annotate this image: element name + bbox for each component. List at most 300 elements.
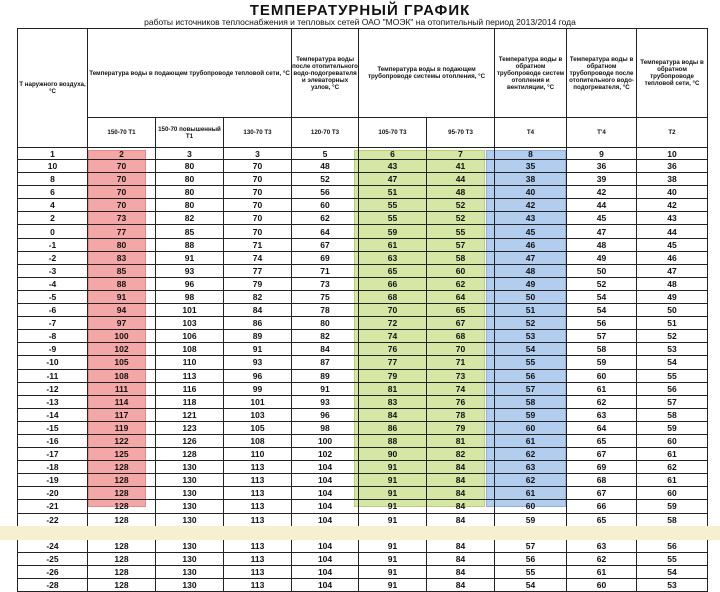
table-cell: 104 bbox=[292, 565, 359, 578]
table-cell: 121 bbox=[156, 408, 224, 421]
column-number: 8 bbox=[495, 148, 567, 160]
table-cell: 59 bbox=[495, 513, 567, 526]
table-cell: 63 bbox=[567, 539, 637, 552]
table-row bbox=[18, 408, 708, 421]
table-row bbox=[18, 173, 708, 186]
table-cell: 47 bbox=[359, 173, 427, 186]
table-cell: 65 bbox=[567, 434, 637, 447]
column-number: 2 bbox=[88, 148, 156, 160]
table-cell: 104 bbox=[292, 500, 359, 513]
column-number: 1 bbox=[18, 148, 88, 160]
table-cell: 70 bbox=[224, 173, 292, 186]
outdoor-temp-cell: -22 bbox=[18, 513, 88, 526]
subheader-105-70: 105-70 Т3 bbox=[359, 118, 427, 148]
table-cell: 104 bbox=[292, 461, 359, 474]
table-cell: 57 bbox=[427, 238, 495, 251]
table-cell: 42 bbox=[637, 199, 708, 212]
table-cell: 105 bbox=[88, 356, 156, 369]
outdoor-temp-cell: -24 bbox=[18, 539, 88, 552]
table-cell: 52 bbox=[427, 199, 495, 212]
subheader-95-70: 95-70 Т3 bbox=[427, 118, 495, 148]
table-cell: 61 bbox=[567, 565, 637, 578]
table-cell: 61 bbox=[637, 474, 708, 487]
table-row bbox=[18, 395, 708, 408]
outdoor-temp-cell: -28 bbox=[18, 579, 88, 592]
table-cell: 38 bbox=[637, 173, 708, 186]
table-cell: 110 bbox=[224, 448, 292, 461]
subheader-130-70: 130-70 Т3 bbox=[224, 118, 292, 148]
table-cell: 71 bbox=[427, 356, 495, 369]
table-cell: 82 bbox=[427, 448, 495, 461]
table-cell: 91 bbox=[156, 251, 224, 264]
table-cell: 96 bbox=[224, 369, 292, 382]
table-cell: 60 bbox=[495, 500, 567, 513]
table-cell: 130 bbox=[156, 579, 224, 592]
table-cell: 70 bbox=[224, 160, 292, 173]
table-cell: 50 bbox=[637, 304, 708, 317]
table-cell: 89 bbox=[224, 330, 292, 343]
column-number: 6 bbox=[359, 148, 427, 160]
table-cell: 91 bbox=[359, 487, 427, 500]
table-cell: 62 bbox=[495, 474, 567, 487]
table-cell: 61 bbox=[637, 448, 708, 461]
header-return-heating-vent: Температура воды в обратном трубопроводе систем отопления и вентиляции, °С bbox=[495, 29, 567, 118]
table-cell: 48 bbox=[427, 186, 495, 199]
table-cell: 80 bbox=[292, 317, 359, 330]
table-cell: 82 bbox=[156, 212, 224, 225]
table-cell: 82 bbox=[292, 330, 359, 343]
table-cell: 70 bbox=[224, 186, 292, 199]
table-cell: 61 bbox=[567, 382, 637, 395]
table-cell: 52 bbox=[637, 330, 708, 343]
table-cell: 106 bbox=[156, 330, 224, 343]
table-cell: 55 bbox=[359, 199, 427, 212]
outdoor-temp-cell: -10 bbox=[18, 356, 88, 369]
column-number: 3 bbox=[156, 148, 224, 160]
table-cell: 98 bbox=[156, 290, 224, 303]
table-cell: 91 bbox=[359, 513, 427, 526]
table-cell: 116 bbox=[156, 382, 224, 395]
table-cell: 45 bbox=[637, 238, 708, 251]
outdoor-temp-cell: -5 bbox=[18, 290, 88, 303]
table-cell: 44 bbox=[427, 173, 495, 186]
outdoor-temp-cell: 8 bbox=[18, 173, 88, 186]
table-cell: 84 bbox=[427, 461, 495, 474]
table-cell: 56 bbox=[495, 369, 567, 382]
table-cell: 91 bbox=[292, 382, 359, 395]
table-cell: 41 bbox=[427, 160, 495, 173]
table-cell: 60 bbox=[495, 421, 567, 434]
table-row bbox=[18, 212, 708, 225]
table-cell: 60 bbox=[427, 264, 495, 277]
table-cell: 57 bbox=[637, 395, 708, 408]
table-cell: 65 bbox=[567, 513, 637, 526]
table-cell: 70 bbox=[224, 225, 292, 238]
table-cell: 108 bbox=[224, 434, 292, 447]
table-cell: 56 bbox=[637, 382, 708, 395]
outdoor-temp-cell: -14 bbox=[18, 408, 88, 421]
table-cell: 49 bbox=[567, 251, 637, 264]
outdoor-temp-cell: 6 bbox=[18, 186, 88, 199]
table-cell: 130 bbox=[156, 500, 224, 513]
table-cell: 55 bbox=[637, 552, 708, 565]
table-row bbox=[18, 160, 708, 173]
outdoor-temp-cell: 4 bbox=[18, 199, 88, 212]
table-cell: 126 bbox=[156, 434, 224, 447]
table-cell: 128 bbox=[88, 500, 156, 513]
table-row bbox=[18, 382, 708, 395]
table-cell: 49 bbox=[637, 290, 708, 303]
table-cell: 57 bbox=[495, 539, 567, 552]
table-cell: 44 bbox=[567, 199, 637, 212]
table-row bbox=[18, 225, 708, 238]
table-cell: 52 bbox=[427, 212, 495, 225]
table-cell: 67 bbox=[427, 317, 495, 330]
table-cell: 114 bbox=[88, 395, 156, 408]
table-cell: 73 bbox=[427, 369, 495, 382]
table-cell: 69 bbox=[292, 251, 359, 264]
table-cell: 53 bbox=[637, 579, 708, 592]
table-cell: 97 bbox=[88, 317, 156, 330]
table-cell: 54 bbox=[567, 290, 637, 303]
table-cell: 58 bbox=[637, 408, 708, 421]
table-cell: 60 bbox=[567, 369, 637, 382]
table-cell: 86 bbox=[224, 317, 292, 330]
table-row bbox=[18, 356, 708, 369]
table-cell: 59 bbox=[567, 356, 637, 369]
outdoor-temp-cell: -17 bbox=[18, 448, 88, 461]
table-cell: 78 bbox=[292, 304, 359, 317]
header-outdoor-temp: Т наружного воздуха, °С bbox=[18, 29, 88, 148]
table-cell: 47 bbox=[637, 264, 708, 277]
table-cell: 80 bbox=[156, 186, 224, 199]
table-row bbox=[18, 277, 708, 290]
table-cell: 64 bbox=[427, 290, 495, 303]
table-cell: 84 bbox=[292, 343, 359, 356]
table-cell: 104 bbox=[292, 487, 359, 500]
table-cell: 61 bbox=[359, 238, 427, 251]
table-row bbox=[18, 434, 708, 447]
table-cell: 56 bbox=[292, 186, 359, 199]
table-cell: 80 bbox=[156, 160, 224, 173]
table-cell: 51 bbox=[359, 186, 427, 199]
table-cell: 102 bbox=[88, 343, 156, 356]
table-cell: 61 bbox=[495, 487, 567, 500]
table-cell: 93 bbox=[224, 356, 292, 369]
table-cell: 54 bbox=[567, 304, 637, 317]
table-cell: 111 bbox=[88, 382, 156, 395]
table-cell: 91 bbox=[224, 343, 292, 356]
table-cell: 128 bbox=[88, 565, 156, 578]
table-cell: 84 bbox=[427, 565, 495, 578]
table-cell: 44 bbox=[637, 225, 708, 238]
outdoor-temp-cell: -25 bbox=[18, 552, 88, 565]
outdoor-temp-cell: -13 bbox=[18, 395, 88, 408]
table-cell: 55 bbox=[427, 225, 495, 238]
table-cell: 104 bbox=[292, 474, 359, 487]
table-cell: 128 bbox=[88, 552, 156, 565]
column-number: 3 bbox=[224, 148, 292, 160]
table-cell: 93 bbox=[292, 395, 359, 408]
table-cell: 60 bbox=[292, 199, 359, 212]
table-cell: 48 bbox=[567, 238, 637, 251]
table-cell: 69 bbox=[567, 461, 637, 474]
table-row bbox=[18, 579, 708, 592]
table-cell: 130 bbox=[156, 474, 224, 487]
table-cell: 68 bbox=[567, 474, 637, 487]
outdoor-temp-cell: -12 bbox=[18, 382, 88, 395]
header-return-network: Температура воды в обратном трубопроводе тепловой сети, °С bbox=[637, 29, 708, 118]
table-cell: 84 bbox=[427, 474, 495, 487]
table-cell: 59 bbox=[637, 421, 708, 434]
table-cell: 93 bbox=[156, 264, 224, 277]
table-cell: 122 bbox=[88, 434, 156, 447]
page-title: ТЕМПЕРАТУРНЫЙ ГРАФИК bbox=[249, 2, 471, 19]
table-cell: 84 bbox=[427, 579, 495, 592]
table-cell: 60 bbox=[637, 434, 708, 447]
table-cell: 39 bbox=[567, 173, 637, 186]
table-cell: 91 bbox=[359, 500, 427, 513]
table-cell: 35 bbox=[495, 160, 567, 173]
table-cell: 91 bbox=[359, 552, 427, 565]
table-row bbox=[18, 330, 708, 343]
subheader-150-70-raised: 150-70 повышенный Т1 bbox=[156, 118, 224, 148]
table-cell: 76 bbox=[427, 395, 495, 408]
table-cell: 68 bbox=[359, 290, 427, 303]
table-cell: 63 bbox=[567, 408, 637, 421]
table-cell: 52 bbox=[495, 317, 567, 330]
table-cell: 91 bbox=[88, 290, 156, 303]
table-cell: 113 bbox=[156, 369, 224, 382]
table-cell: 38 bbox=[495, 173, 567, 186]
table-cell: 56 bbox=[495, 552, 567, 565]
table-cell: 85 bbox=[156, 225, 224, 238]
table-cell: 62 bbox=[637, 461, 708, 474]
table-cell: 70 bbox=[88, 199, 156, 212]
table-cell: 84 bbox=[427, 552, 495, 565]
outdoor-temp-cell: -18 bbox=[18, 461, 88, 474]
table-row bbox=[18, 290, 708, 303]
table-cell: 58 bbox=[637, 513, 708, 526]
table-cell: 98 bbox=[292, 421, 359, 434]
table-cell: 57 bbox=[495, 382, 567, 395]
table-cell: 58 bbox=[567, 343, 637, 356]
table-cell: 88 bbox=[359, 434, 427, 447]
table-cell: 66 bbox=[567, 500, 637, 513]
footer-band bbox=[0, 526, 720, 540]
outdoor-temp-cell: -21 bbox=[18, 500, 88, 513]
table-cell: 50 bbox=[495, 290, 567, 303]
table-row bbox=[18, 369, 708, 382]
table-cell: 62 bbox=[567, 552, 637, 565]
table-cell: 77 bbox=[224, 264, 292, 277]
table-cell: 55 bbox=[495, 356, 567, 369]
table-cell: 62 bbox=[427, 277, 495, 290]
outdoor-temp-cell: -1 bbox=[18, 238, 88, 251]
table-cell: 77 bbox=[88, 225, 156, 238]
table-cell: 43 bbox=[359, 160, 427, 173]
table-cell: 84 bbox=[427, 500, 495, 513]
outdoor-temp-cell: -15 bbox=[18, 421, 88, 434]
table-cell: 61 bbox=[495, 434, 567, 447]
outdoor-temp-cell: -7 bbox=[18, 317, 88, 330]
table-cell: 82 bbox=[224, 290, 292, 303]
outdoor-temp-cell: -4 bbox=[18, 277, 88, 290]
table-cell: 56 bbox=[567, 317, 637, 330]
outdoor-temp-cell: -19 bbox=[18, 474, 88, 487]
table-row bbox=[18, 264, 708, 277]
table-cell: 73 bbox=[292, 277, 359, 290]
table-cell: 91 bbox=[359, 579, 427, 592]
table-cell: 103 bbox=[224, 408, 292, 421]
table-cell: 128 bbox=[88, 513, 156, 526]
column-number: 9 bbox=[567, 148, 637, 160]
table-cell: 66 bbox=[359, 277, 427, 290]
table-cell: 84 bbox=[359, 408, 427, 421]
table-cell: 101 bbox=[156, 304, 224, 317]
header-heating-system: Температура воды в подающем трубопроводе системы отопления, °С bbox=[359, 29, 495, 118]
table-cell: 105 bbox=[224, 421, 292, 434]
table-cell: 54 bbox=[637, 565, 708, 578]
table-cell: 68 bbox=[427, 330, 495, 343]
table-cell: 43 bbox=[495, 212, 567, 225]
outdoor-temp-cell: -8 bbox=[18, 330, 88, 343]
table-cell: 102 bbox=[292, 448, 359, 461]
table-cell: 113 bbox=[224, 500, 292, 513]
header-supply-network: Температура воды в подающем трубопроводе тепловой сети, °С bbox=[88, 29, 292, 118]
table-cell: 67 bbox=[292, 238, 359, 251]
table-cell: 75 bbox=[292, 290, 359, 303]
table-cell: 84 bbox=[427, 539, 495, 552]
table-cell: 67 bbox=[567, 487, 637, 500]
table-cell: 71 bbox=[224, 238, 292, 251]
table-cell: 49 bbox=[495, 277, 567, 290]
table-cell: 70 bbox=[224, 212, 292, 225]
table-cell: 104 bbox=[292, 552, 359, 565]
table-cell: 104 bbox=[292, 579, 359, 592]
table-cell: 130 bbox=[156, 461, 224, 474]
table-cell: 113 bbox=[224, 565, 292, 578]
table-cell: 48 bbox=[292, 160, 359, 173]
table-cell: 101 bbox=[224, 395, 292, 408]
table-body bbox=[18, 148, 708, 592]
table-cell: 84 bbox=[427, 487, 495, 500]
table-cell: 99 bbox=[224, 382, 292, 395]
table-cell: 130 bbox=[156, 539, 224, 552]
column-number: 10 bbox=[637, 148, 708, 160]
table-cell: 70 bbox=[88, 186, 156, 199]
table-cell: 91 bbox=[359, 461, 427, 474]
table-row bbox=[18, 461, 708, 474]
outdoor-temp-cell: 0 bbox=[18, 225, 88, 238]
outdoor-temp-cell: -2 bbox=[18, 251, 88, 264]
table-cell: 57 bbox=[567, 330, 637, 343]
table-cell: 123 bbox=[156, 421, 224, 434]
table-cell: 47 bbox=[495, 251, 567, 264]
table-cell: 46 bbox=[637, 251, 708, 264]
table-cell: 89 bbox=[292, 369, 359, 382]
table-cell: 59 bbox=[637, 500, 708, 513]
table-cell: 128 bbox=[156, 448, 224, 461]
table-cell: 71 bbox=[292, 264, 359, 277]
table-cell: 103 bbox=[156, 317, 224, 330]
table-cell: 74 bbox=[427, 382, 495, 395]
table-cell: 81 bbox=[359, 382, 427, 395]
table-cell: 72 bbox=[359, 317, 427, 330]
table-cell: 76 bbox=[359, 343, 427, 356]
outdoor-temp-cell: -16 bbox=[18, 434, 88, 447]
table-cell: 63 bbox=[359, 251, 427, 264]
table-cell: 108 bbox=[156, 343, 224, 356]
table-cell: 64 bbox=[567, 421, 637, 434]
table-cell: 83 bbox=[88, 251, 156, 264]
table-cell: 58 bbox=[495, 395, 567, 408]
table-cell: 40 bbox=[637, 186, 708, 199]
table-cell: 65 bbox=[359, 264, 427, 277]
table-cell: 36 bbox=[567, 160, 637, 173]
subheader-150-70: 150-70 Т1 bbox=[88, 118, 156, 148]
table-cell: 42 bbox=[495, 199, 567, 212]
table-cell: 108 bbox=[88, 369, 156, 382]
table-cell: 88 bbox=[156, 238, 224, 251]
table-row bbox=[18, 513, 708, 526]
table-cell: 88 bbox=[88, 277, 156, 290]
table-cell: 74 bbox=[359, 330, 427, 343]
table-cell: 113 bbox=[224, 513, 292, 526]
table-cell: 70 bbox=[88, 160, 156, 173]
table-row bbox=[18, 238, 708, 251]
table-cell: 96 bbox=[156, 277, 224, 290]
table-cell: 104 bbox=[292, 539, 359, 552]
header-after-heater: Температура воды после отопительного водо-подогревателя и элеваторных узлов, °С bbox=[292, 29, 359, 118]
table-cell: 46 bbox=[495, 238, 567, 251]
table-cell: 81 bbox=[427, 434, 495, 447]
table-cell: 52 bbox=[567, 277, 637, 290]
table-cell: 65 bbox=[427, 304, 495, 317]
table-cell: 130 bbox=[156, 565, 224, 578]
table-cell: 83 bbox=[359, 395, 427, 408]
table-cell: 70 bbox=[427, 343, 495, 356]
table-cell: 104 bbox=[292, 513, 359, 526]
table-cell: 125 bbox=[88, 448, 156, 461]
column-number: 7 bbox=[427, 148, 495, 160]
table-cell: 54 bbox=[495, 579, 567, 592]
page-subtitle: работы источников теплоснабжения и тепловых сетей ОАО "МОЭК" на отопительный период 2013/2014 года bbox=[144, 17, 576, 27]
table-cell: 58 bbox=[427, 251, 495, 264]
table-cell: 70 bbox=[88, 173, 156, 186]
table-row bbox=[18, 304, 708, 317]
table-row bbox=[18, 487, 708, 500]
table-cell: 79 bbox=[427, 421, 495, 434]
table-cell: 117 bbox=[88, 408, 156, 421]
table-row bbox=[18, 448, 708, 461]
outdoor-temp-cell: -20 bbox=[18, 487, 88, 500]
table-cell: 48 bbox=[495, 264, 567, 277]
table-row bbox=[18, 500, 708, 513]
table-cell: 94 bbox=[88, 304, 156, 317]
table-cell: 62 bbox=[495, 448, 567, 461]
table-row bbox=[18, 317, 708, 330]
table-cell: 77 bbox=[359, 356, 427, 369]
table-cell: 130 bbox=[156, 487, 224, 500]
table-cell: 130 bbox=[156, 513, 224, 526]
table-cell: 80 bbox=[156, 173, 224, 186]
table-row bbox=[18, 186, 708, 199]
table-cell: 64 bbox=[292, 225, 359, 238]
table-cell: 43 bbox=[637, 212, 708, 225]
table-cell: 53 bbox=[637, 343, 708, 356]
table-cell: 60 bbox=[637, 487, 708, 500]
